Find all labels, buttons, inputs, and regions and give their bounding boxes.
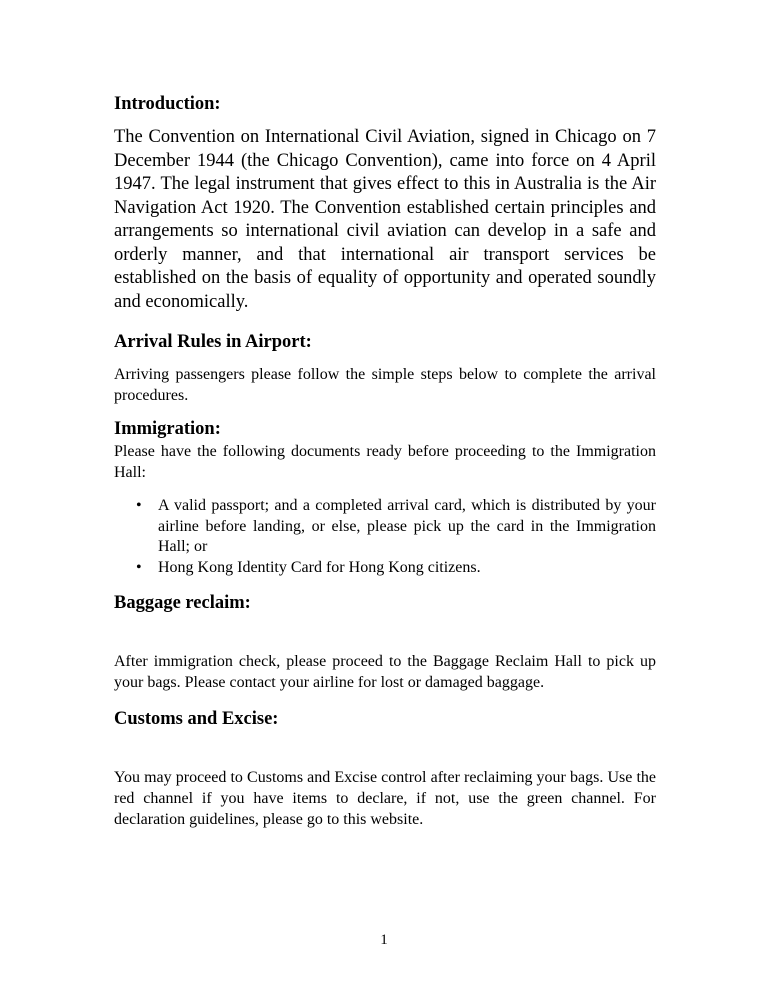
introduction-paragraph: The Convention on International Civil Aviation, signed in Chicago on 7 December 1944 (the Chicago Convention), came into force on 4 April 1947. The legal instrument that gives effect to this in Australia is the Air Navigation Act 1920. The Convention established certain principles and arrangements so international civil aviation can develop in a safe and orderly manner, and that international air transport services be established on the basis of equality of opportunity and operated soundly and economically.	[114, 127, 656, 312]
immigration-document-list	[114, 496, 656, 578]
introduction-heading: Introduction:	[114, 94, 221, 114]
list-item	[114, 496, 656, 558]
list-item-text: A valid passport; and a completed arrival card, which is distributed by your airline before landing, or else, please pick up the card in the Immigration Hall; or	[158, 497, 656, 555]
bullet-icon: •	[136, 558, 142, 576]
arrival-rules-paragraph: Arriving passengers please follow the simple steps below to complete the arrival procedures.	[114, 366, 656, 404]
immigration-heading: Immigration:	[114, 419, 221, 439]
list-item-text: Hong Kong Identity Card for Hong Kong citizens.	[158, 558, 481, 576]
customs-paragraph: You may proceed to Customs and Excise control after reclaiming your bags. Use the red channel if you have items to declare, if not, use the green channel. For declaration guidelines, please go to this website.	[114, 769, 656, 828]
bullet-icon: •	[136, 497, 142, 514]
customs-heading: Customs and Excise:	[114, 709, 279, 729]
immigration-paragraph: Please have the following documents ready before proceeding to the Immigration Hall:	[114, 443, 656, 481]
document-page	[114, 90, 656, 830]
baggage-reclaim-paragraph: After immigration check, please proceed to the Baggage Reclaim Hall to pick up your bags. Please contact your airline for lost or damaged baggage.	[114, 653, 656, 691]
list-item	[114, 558, 656, 579]
arrival-rules-heading: Arrival Rules in Airport:	[114, 332, 312, 352]
baggage-reclaim-heading: Baggage reclaim:	[114, 593, 251, 613]
page-number: 1	[380, 932, 388, 948]
